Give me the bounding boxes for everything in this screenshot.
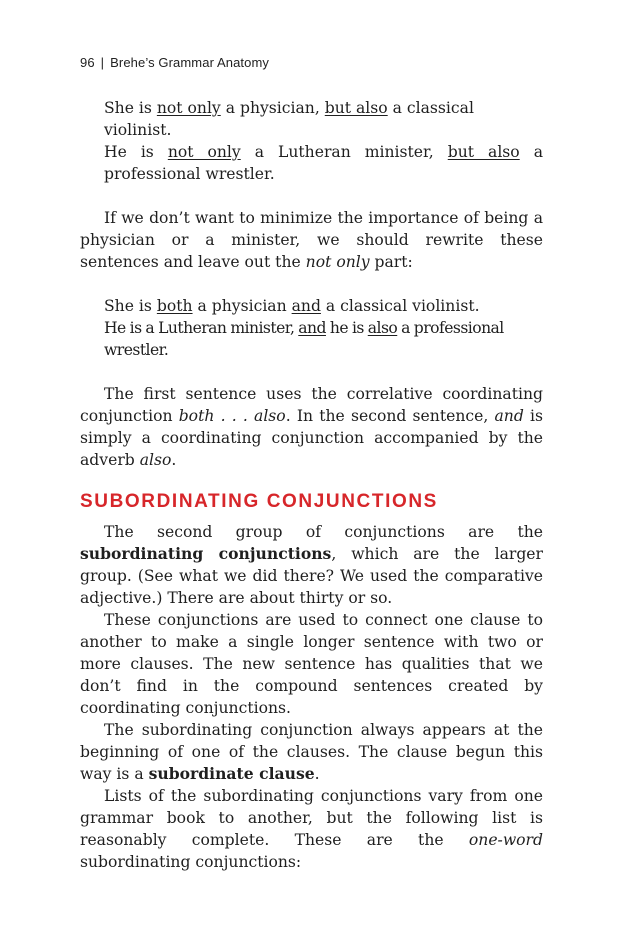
italic-term: not only: [305, 253, 370, 271]
text-run: a professional wrestler.: [104, 143, 543, 183]
text-run: a professional wrestler.: [104, 319, 504, 359]
text-run: , which are the larger group. (See what we did there? We used the comparative adjective.) There are about thirty or so.: [80, 545, 543, 607]
text-run: a classical violinist.: [104, 99, 474, 139]
text-run: If we don’t want to minimize the importance of being a physician or a minister, we should rewrite these sentences and leave out the: [80, 209, 543, 271]
text-run: is simply a coordinating conjunction accompanied by the adverb: [80, 407, 543, 469]
text-run: He is: [104, 143, 168, 161]
body-paragraph: [80, 383, 543, 471]
text-run: . In the second sentence,: [285, 407, 495, 425]
bold-term: subordinating conjunctions: [80, 544, 332, 563]
example-sentence: [104, 295, 543, 317]
italic-term: one-word: [468, 831, 543, 849]
page-number: 96: [80, 55, 95, 70]
example-block-2: [80, 295, 543, 361]
text-run: a physician: [192, 297, 292, 315]
text-run: he is: [325, 319, 368, 337]
example-sentence: [104, 141, 543, 185]
text-run: .: [171, 451, 177, 469]
underlined-term: not only: [156, 99, 221, 117]
italic-term: both . . . also: [178, 407, 286, 425]
body-paragraph: [80, 785, 543, 873]
header-separator: |: [100, 55, 105, 70]
text-run: She is: [104, 297, 157, 315]
text-run: part:: [369, 253, 413, 271]
text-run: .: [314, 765, 320, 783]
body-paragraph: [80, 521, 543, 609]
text-run: The subordinating conjunction always appears at the beginning of one of the clauses. The clause begun this way is a: [80, 721, 543, 783]
underlined-term: and: [298, 319, 326, 337]
underlined-term: not only: [167, 143, 241, 161]
text-run: The first sentence uses the correlative coordinating conjunction: [80, 385, 543, 425]
text-run: subordinating conjunctions:: [80, 853, 302, 871]
underlined-term: but also: [447, 143, 520, 161]
example-sentence: [104, 97, 543, 141]
body-paragraph: These conjunctions are used to connect one clause to another to make a single longer sentence with two or more clauses. The new sentence has qualities that we don’t find in the compound sentences created by coordinating conjunctions.: [80, 611, 543, 717]
text-run: The second group of conjunctions are the: [104, 523, 543, 541]
underlined-term: and: [291, 297, 321, 315]
body-paragraph: [80, 207, 543, 273]
italic-term: and: [494, 407, 524, 425]
text-run: a Lutheran minister,: [240, 143, 448, 161]
underlined-term: also: [367, 319, 398, 337]
book-title: Brehe’s Grammar Anatomy: [110, 55, 269, 70]
example-block-1: [80, 97, 543, 185]
text-run: a classical violinist.: [320, 297, 480, 315]
underlined-term: both: [156, 297, 193, 315]
section-heading: SUBORDINATING CONJUNCTIONS: [80, 491, 438, 512]
bold-term: subordinate clause: [148, 764, 315, 783]
italic-term: also: [139, 451, 172, 469]
body-paragraph: [80, 719, 543, 785]
example-sentence: [104, 317, 543, 361]
running-head: [80, 55, 269, 70]
underlined-term: but also: [324, 99, 388, 117]
text-run: He is a Lutheran minister,: [104, 319, 299, 337]
page-content: [80, 97, 543, 873]
text-run: a physician,: [220, 99, 325, 117]
text-run: She is: [104, 99, 157, 117]
text-run: Lists of the subordinating conjunctions vary from one grammar book to another, but the following list is reasonably complete. These are the: [80, 787, 543, 849]
